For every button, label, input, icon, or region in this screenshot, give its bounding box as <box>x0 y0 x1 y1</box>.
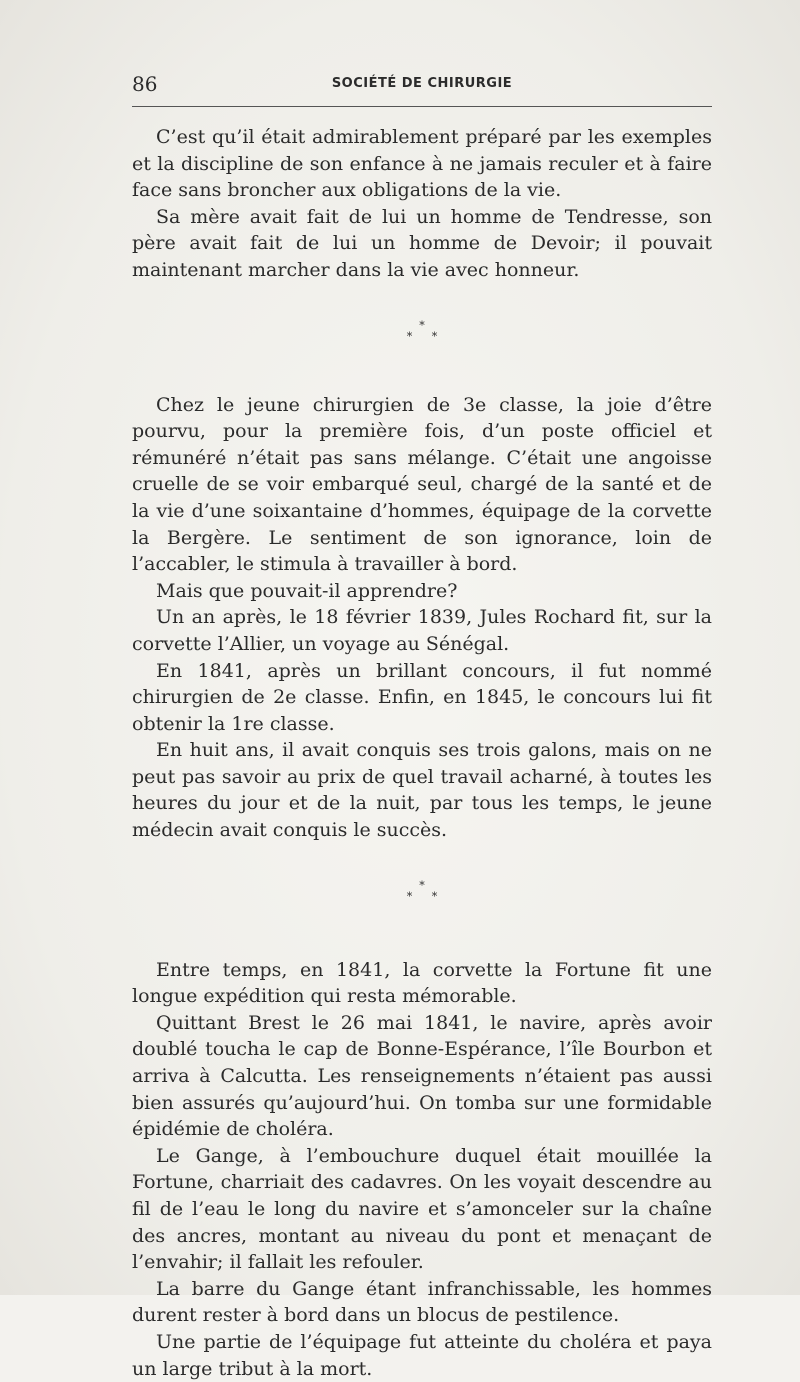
page-number: 86 <box>132 72 158 96</box>
paragraph: La barre du Gange étant infranchissable, les hommes durent rester à bord dans un blocus de pestilence. <box>132 1277 712 1327</box>
paragraph: C’est qu’il était admirablement préparé par les exemples et la discipline de son enfance à ne jamais reculer et à faire face sans broncher aux obligations de la vie. <box>132 126 712 202</box>
paragraph: Une partie de l’équipage fut atteinte du choléra et paya un large tribut à la mort. <box>132 1330 712 1380</box>
paragraph: Un an après, le 18 février 1839, Jules Rochard fit, sur la corvette l’Allier, un voyage au Sénégal. <box>132 606 712 655</box>
paragraph: En 1841, après un brillant concours, il fut nommé chirurgien de 2e classe. Enfin, en 1845, le concours lui fit obtenir la 1re classe. <box>132 659 712 735</box>
paragraph: Entre temps, en 1841, la corvette la Fortune fit une longue expédition qui resta mémorable. <box>132 958 712 1008</box>
body-text <box>132 124 712 1382</box>
page-header <box>132 72 712 102</box>
paragraph: Quittant Brest le 26 mai 1841, le navire, après avoir doublé toucha le cap de Bonne-Espérance, l’île Bourbon et arriva à Calcutta. Les renseignements n’étaient pas aussi bien assurés qu’aujourd’hui. On tomba sur une formidable épidémie de choléra. <box>132 1011 712 1141</box>
paragraph: Chez le jeune chirurgien de 3e classe, la joie d’être pourvu, pour la première fois, d’un poste officiel et rémunéré n’était pas sans mélange. C’était une angoisse cruelle de se voir embarqué seul, chargé de la santé et de la vie d’une soixantaine d’hommes, équipage de la corvette la Bergère. Le sentiment de son ignorance, loin de l’accabler, le stimula à travailler à bord. <box>132 393 712 576</box>
section-asterism: * * * <box>406 318 446 343</box>
paragraph: Le Gange, à l’embouchure duquel était mouillée la Fortune, charriait des cadavres. On les voyait descendre au fil de l’eau le long du navire et s’amonceler sur la chaîne des ancres, montant au niveau du pont et menaçant de l’envahir; il fallait les refouler. <box>132 1144 712 1274</box>
paragraph: En huit ans, il avait conquis ses trois galons, mais on ne peut pas savoir au prix de quel travail acharné, à toutes les heures du jour et de la nuit, par tous les temps, le jeune médecin avait conquis le succès. <box>132 739 712 842</box>
header-rule <box>132 106 712 107</box>
paragraph: Sa mère avait fait de lui un homme de Tendresse, son père avait fait de lui un homme de Devoir; il pouvait maintenant marcher dans la vie avec honneur. <box>132 205 712 281</box>
section-asterism: * * * <box>406 878 446 903</box>
paragraph: Mais que pouvait-il apprendre? <box>156 579 458 602</box>
running-title: SOCIÉTÉ DE CHIRURGIE <box>331 76 513 91</box>
